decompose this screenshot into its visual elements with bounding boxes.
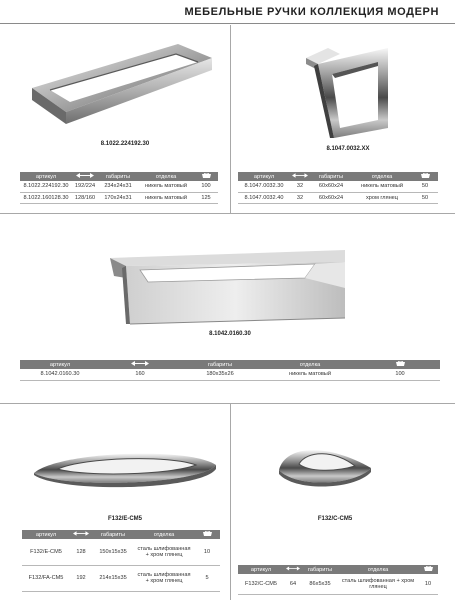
cell-spacing: 128/160 xyxy=(72,192,98,203)
table-row xyxy=(20,369,440,380)
double-arrow-icon xyxy=(286,566,300,571)
column-header-spacing xyxy=(70,530,92,539)
cell-finish: сталь шлифованная + хром глянец xyxy=(134,539,194,565)
column-header-spacing xyxy=(290,172,310,181)
cell-spacing: 160 xyxy=(100,369,180,380)
column-header-package xyxy=(194,172,218,181)
column-header-article: артикул xyxy=(238,172,290,181)
table-header-row xyxy=(20,360,440,369)
cell-spacing: 64 xyxy=(284,574,302,594)
package-icon xyxy=(202,173,211,179)
cell-qty: 10 xyxy=(418,574,438,594)
column-header-article: артикул xyxy=(20,172,72,181)
table-header-row xyxy=(20,172,218,181)
cell-article: 8.1022.160128.30 xyxy=(20,192,72,203)
table-header-row xyxy=(238,565,438,574)
cell-size: 234x24x31 xyxy=(98,181,138,192)
cell-spacing: 192/224 xyxy=(72,181,98,192)
cell-finish: сталь шлифованная + хром глянец xyxy=(134,565,194,591)
product-code: 8.1022.224192.30 xyxy=(100,141,150,147)
section-divider-top xyxy=(230,25,231,213)
cell-size: 60x60x24 xyxy=(310,181,352,192)
product-code: F132/C-CM5 xyxy=(317,516,353,522)
cell-qty: 5 xyxy=(194,565,220,591)
cell-qty: 50 xyxy=(412,192,438,203)
spec-table xyxy=(238,172,438,204)
handle-image-square-knob xyxy=(298,40,393,140)
cell-size: 170x24x31 xyxy=(98,192,138,203)
cell-article: 8.1042.0160.30 xyxy=(20,369,100,380)
cell-size: 60x60x24 xyxy=(310,192,352,203)
cell-finish: хром глянец xyxy=(352,192,412,203)
column-header-size: габариты xyxy=(92,530,134,539)
column-header-finish: отделка xyxy=(138,172,194,181)
cell-qty: 10 xyxy=(194,539,220,565)
cell-qty: 125 xyxy=(194,192,218,203)
table-row xyxy=(20,181,218,192)
package-icon xyxy=(203,531,212,537)
cell-article: F132/FA-CM5 xyxy=(22,565,70,591)
column-header-article: артикул xyxy=(20,360,100,369)
cell-spacing: 32 xyxy=(290,192,310,203)
product-code: 8.1047.0032.XX xyxy=(326,146,370,152)
section-divider-bottom xyxy=(230,403,231,600)
table-row xyxy=(20,192,218,203)
header-rule xyxy=(0,23,455,24)
cell-article: F132/E-CM5 xyxy=(22,539,70,565)
cell-finish: никель матовый xyxy=(352,181,412,192)
column-header-article: артикул xyxy=(22,530,70,539)
column-header-size: габариты xyxy=(302,565,338,574)
column-header-finish: отделка xyxy=(352,172,412,181)
product-code: 8.1042.0160.30 xyxy=(209,331,251,337)
cell-qty: 100 xyxy=(360,369,440,380)
column-header-finish: отделка xyxy=(338,565,418,574)
cell-article: 8.1047.0032.30 xyxy=(238,181,290,192)
cell-size: 214x15x35 xyxy=(92,565,134,591)
column-header-package xyxy=(360,360,440,369)
cell-finish: никель матовый xyxy=(260,369,360,380)
column-header-package xyxy=(194,530,220,539)
column-header-package xyxy=(412,172,438,181)
cell-finish: никель матовый xyxy=(138,192,194,203)
column-header-size: габариты xyxy=(180,360,260,369)
cell-finish: сталь шлифованная + хром глянец xyxy=(338,574,418,594)
cell-article: 8.1047.0032.40 xyxy=(238,192,290,203)
table-header-row xyxy=(22,530,220,539)
page-title: МЕБЕЛЬНЫЕ РУЧКИ КОЛЛЕКЦИЯ МОДЕРН xyxy=(184,6,439,18)
page-header xyxy=(0,0,455,25)
section-divider-lower xyxy=(0,403,455,404)
handle-image-u-profile xyxy=(100,248,355,328)
spec-table xyxy=(20,360,440,381)
cell-size: 86x5x35 xyxy=(302,574,338,594)
double-arrow-icon xyxy=(73,531,89,536)
spec-table xyxy=(20,172,218,204)
table-row xyxy=(238,574,438,594)
column-header-package xyxy=(418,565,438,574)
table-row xyxy=(22,539,220,565)
package-icon xyxy=(396,361,405,367)
cell-size: 150x15x35 xyxy=(92,539,134,565)
section-divider-upper xyxy=(0,213,455,214)
table-header-row xyxy=(238,172,438,181)
handle-image-frame-long xyxy=(28,40,218,130)
cell-article: F132/C-CM5 xyxy=(238,574,284,594)
cell-article: 8.1022.224192.30 xyxy=(20,181,72,192)
product-code: F132/E-CM5 xyxy=(107,516,142,522)
double-arrow-icon xyxy=(292,173,308,178)
table-row xyxy=(22,565,220,591)
cell-spacing: 192 xyxy=(70,565,92,591)
column-header-size: габариты xyxy=(98,172,138,181)
handle-image-shell-long xyxy=(30,445,220,495)
column-header-spacing xyxy=(72,172,98,181)
spec-table xyxy=(238,565,438,595)
handle-image-shell-short xyxy=(275,440,375,492)
cell-qty: 100 xyxy=(194,181,218,192)
double-arrow-icon xyxy=(76,173,94,178)
column-header-finish: отделка xyxy=(134,530,194,539)
cell-spacing: 128 xyxy=(70,539,92,565)
cell-spacing: 32 xyxy=(290,181,310,192)
column-header-finish: отделка xyxy=(260,360,360,369)
column-header-spacing xyxy=(284,565,302,574)
cell-size: 180x35x26 xyxy=(180,369,260,380)
table-row xyxy=(238,192,438,203)
column-header-article: артикул xyxy=(238,565,284,574)
cell-finish: никель матовый xyxy=(138,181,194,192)
cell-qty: 50 xyxy=(412,181,438,192)
column-header-size: габариты xyxy=(310,172,352,181)
spec-table xyxy=(22,530,220,592)
package-icon xyxy=(424,566,433,572)
column-header-spacing xyxy=(100,360,180,369)
package-icon xyxy=(421,173,430,179)
table-row xyxy=(238,181,438,192)
double-arrow-icon xyxy=(131,361,149,366)
